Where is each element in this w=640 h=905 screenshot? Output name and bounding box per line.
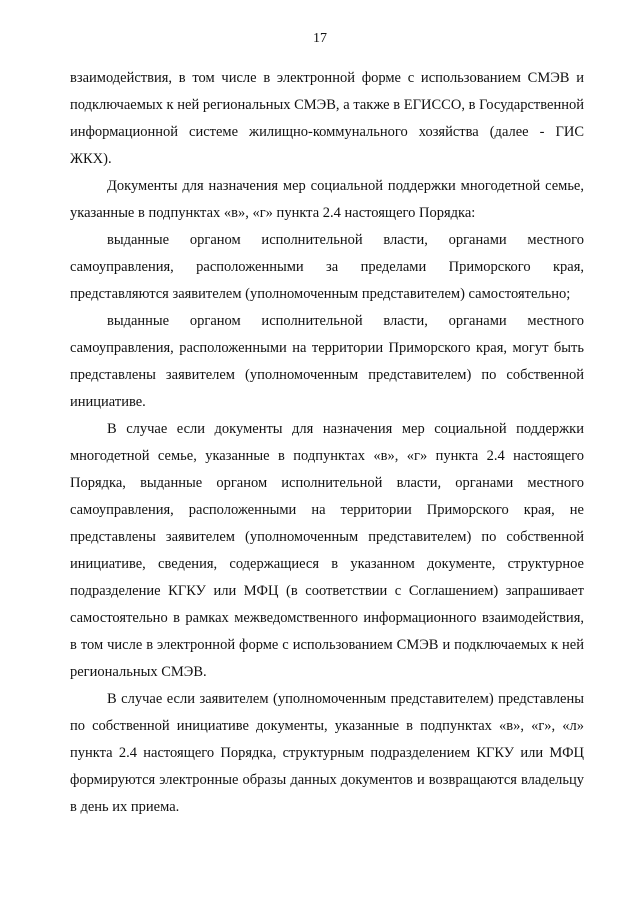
paragraph-documents-list-intro: Документы для назначения мер социальной поддержки многодетной семье, указанные в подпунктах «в», «г» пункта 2.4 настоящего Порядка:: [70, 178, 584, 221]
paragraph-continuation: взаимодействия, в том числе в электронной форме с использованием СМЭВ и подключаемых к ней региональных СМЭВ, а также в ЕГИССО, в Государственной информационной системе жилищно-коммунального хозяйства (далее - ГИС ЖКХ).: [70, 70, 584, 167]
paragraph-electronic-copies: В случае если заявителем (уполномоченным представителем) представлены по собственной инициативе документы, указанные в подпунктах «в», «г», «л» пункта 2.4 настоящего Порядка, структурным подразделением КГКУ или МФЦ формируются электронные образы данных документов и возвращаются владельцу в день их приема.: [70, 691, 584, 815]
page-number: 17: [313, 31, 327, 46]
paragraph-issued-inside-region: выданные органом исполнительной власти, органами местного самоуправления, расположенными на территории Приморского края, могут быть представлены заявителем (уполномоченным представителем) по собственной инициативе.: [70, 313, 584, 410]
document-body: [70, 65, 584, 821]
paragraph-issued-outside-region: выданные органом исполнительной власти, органами местного самоуправления, расположенными за пределами Приморского края, представляются заявителем (уполномоченным представителем) самостоятельно;: [70, 232, 584, 302]
paragraph-interagency-request: В случае если документы для назначения мер социальной поддержки многодетной семье, указанные в подпунктах «в», «г» пункта 2.4 настоящего Порядка, выданные органом исполнительной власти, органами местного самоуправления, расположенными на территории Приморского края, не представлены заявителем (уполномоченным представителем) по собственной инициативе, сведения, содержащиеся в указанном документе, структурное подразделение КГКУ или МФЦ (в соответствии с Соглашением) запрашивает самостоятельно в рамках межведомственного информационного взаимодействия, в том числе в электронной форме с использованием СМЭВ и подключаемых к ней региональных СМЭВ.: [70, 421, 584, 680]
